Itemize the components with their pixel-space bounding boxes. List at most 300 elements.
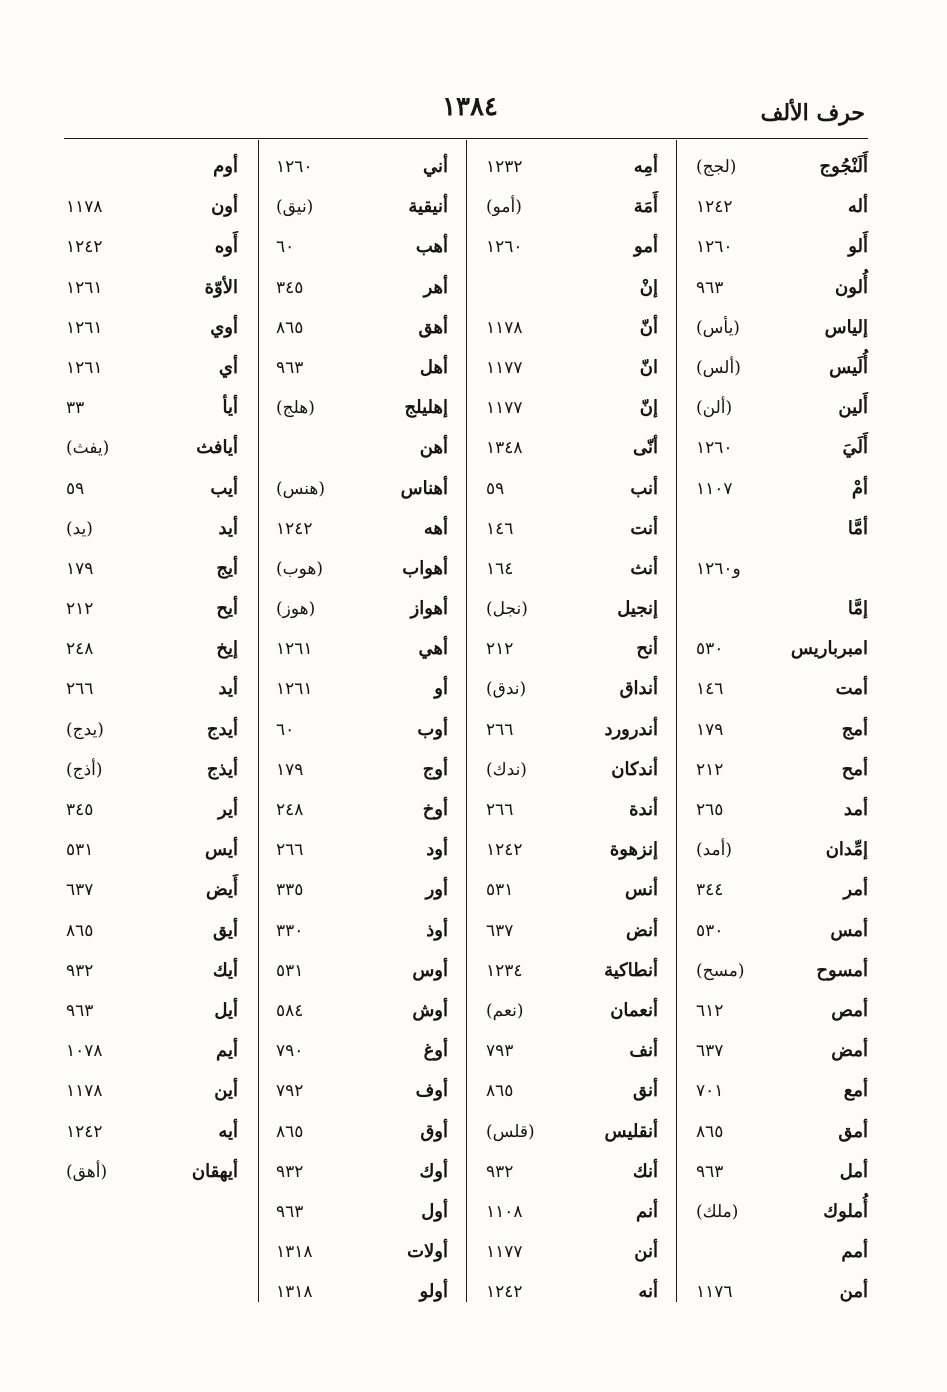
entry-reference: (أمو): [486, 197, 522, 218]
page-header-title: حرف الألف: [760, 100, 865, 126]
entry-reference: ٩٣٢: [486, 1161, 514, 1182]
index-entry: [696, 509, 868, 549]
index-entry: [66, 1031, 238, 1071]
entry-reference: ٢٤٨: [276, 800, 304, 820]
column-divider: [258, 140, 259, 1302]
entry-word: أمع: [843, 1080, 868, 1102]
entry-reference: ٦٣٧: [696, 1041, 724, 1062]
index-entry: [276, 589, 448, 629]
entry-reference: (نيق): [276, 197, 314, 218]
column-divider: [676, 140, 677, 1302]
index-entry: [696, 951, 868, 991]
entry-word: أنقليس: [604, 1120, 658, 1142]
entry-word: الأوّة: [204, 276, 238, 298]
entry-reference: ٨٦٥: [276, 1121, 304, 1142]
entry-word: أمم: [841, 1241, 868, 1263]
index-entry: [276, 1112, 448, 1152]
index-entry: [486, 1112, 658, 1152]
entry-reference: (نعم): [486, 1000, 524, 1021]
entry-word: إنجيل: [617, 598, 658, 620]
index-entry: [696, 147, 868, 187]
entry-reference: ٨٦٥: [696, 1121, 724, 1142]
index-entry: [66, 509, 238, 549]
entry-reference: ١١٠٧: [696, 478, 733, 499]
entry-word: أوي: [210, 316, 238, 338]
entry-reference: ١٢٦١: [66, 357, 103, 378]
entry-word: أَلين: [838, 397, 868, 419]
entry-word: أَوه: [214, 236, 238, 258]
entry-word: أيج: [216, 557, 238, 579]
index-entry: [66, 669, 238, 709]
entry-reference: ١١٧٧: [486, 398, 523, 419]
index-entry: [486, 951, 658, 991]
index-entry: [66, 428, 238, 468]
index-entry: [696, 911, 868, 951]
entry-word: أوغ: [423, 1040, 448, 1062]
entry-word: إهليلج: [404, 397, 448, 419]
entry-reference: ١١٧٨: [66, 1081, 103, 1102]
index-entry: [276, 991, 448, 1031]
index-entry: [276, 669, 448, 709]
index-entry: [276, 1232, 448, 1272]
index-entry: [696, 348, 868, 388]
entry-word: أوم: [213, 156, 238, 177]
entry-reference: ١١٠٨: [486, 1201, 523, 1222]
entry-word: أو: [434, 678, 448, 700]
index-entry: [276, 710, 448, 750]
entry-reference: ١٤٦: [486, 518, 514, 539]
entry-reference: ١٢٦١: [66, 317, 103, 338]
entry-word: أنح: [636, 638, 658, 660]
entry-word: أنض: [625, 919, 658, 941]
entry-word: إمَّا: [847, 598, 868, 620]
index-entry: [66, 268, 238, 308]
index-entry: [696, 308, 868, 348]
entry-reference: (أذج): [66, 759, 103, 780]
index-entry: [486, 268, 658, 308]
entry-reference: (يد): [66, 518, 93, 539]
entry-reference: ١٠٧٨: [66, 1041, 103, 1062]
entry-word: أني: [422, 156, 448, 177]
entry-word: أمج: [841, 718, 868, 740]
entry-word: أنق: [632, 1080, 658, 1102]
index-entry: [66, 790, 238, 830]
entry-word: أنداق: [619, 678, 658, 700]
entry-word: أنعمان: [610, 999, 658, 1021]
entry-word: أمت: [835, 678, 868, 700]
entry-reference: ١٢٤٢: [486, 1282, 523, 1303]
index-entry: [696, 227, 868, 267]
index-entry: [696, 1071, 868, 1111]
entry-reference: (هلج): [276, 398, 315, 419]
entry-reference: ١٢٣٢: [486, 157, 523, 177]
index-entry: [486, 147, 658, 187]
index-entry: [276, 951, 448, 991]
index-entry: [486, 710, 658, 750]
index-entry: [486, 1272, 658, 1312]
index-entry: [66, 388, 238, 428]
entry-word: أهواب: [402, 557, 448, 579]
entry-word: أيح: [216, 598, 238, 620]
entry-reference: ١٢٤٢: [276, 518, 313, 539]
entry-word: إلياس: [824, 316, 868, 338]
entry-reference: ٣٤٥: [276, 277, 304, 298]
entry-word: أنت: [630, 517, 658, 539]
index-entry: [486, 870, 658, 910]
index-entry: [696, 870, 868, 910]
entry-word: أيس: [205, 839, 238, 861]
entry-word: أيل: [214, 999, 238, 1021]
entry-word: إنزهوة: [609, 839, 658, 861]
entry-reference: ٣٤٤: [696, 880, 724, 901]
entry-reference: ١٢٤٢: [66, 1121, 103, 1142]
index-entry: [276, 187, 448, 227]
entry-reference: ٥٣١: [276, 960, 304, 981]
index-entry: [276, 1272, 448, 1312]
entry-reference: (هنس): [276, 478, 326, 499]
entry-word: أوب: [417, 718, 448, 740]
index-entry: [486, 469, 658, 509]
entry-word: أنك: [632, 1160, 658, 1182]
entry-reference: ٣٣٠: [276, 920, 304, 941]
entry-word: أنطاكية: [604, 959, 658, 981]
entry-reference: ٩٦٣: [696, 277, 724, 298]
entry-reference: (هوب): [276, 558, 324, 579]
index-entry: [486, 428, 658, 468]
entry-reference: (ألس): [696, 357, 741, 378]
entry-word: أمل: [839, 1160, 868, 1182]
entry-word: أيك: [212, 959, 238, 981]
index-entry: [486, 348, 658, 388]
entry-word: أُلَيس: [829, 356, 868, 378]
index-entry: [276, 147, 448, 187]
index-entry: [696, 1112, 868, 1152]
entry-reference: ٨٦٥: [276, 317, 304, 338]
entry-reference: ١٢٦١: [66, 277, 103, 298]
index-entry: [696, 790, 868, 830]
entry-word: أمسوح: [816, 959, 868, 981]
entry-reference: (هوز): [276, 599, 316, 620]
entry-word: أهق: [418, 316, 448, 338]
entry-word: أُلون: [834, 276, 868, 298]
entry-reference: ١٧٩: [276, 759, 304, 780]
index-entry: [66, 629, 238, 669]
entry-word: أمح: [841, 758, 868, 780]
entry-word: أهه: [423, 517, 448, 539]
entry-word: أهر: [423, 276, 448, 298]
index-entry: [276, 549, 448, 589]
entry-reference: ٥٩: [66, 478, 85, 499]
index-entry: [276, 830, 448, 870]
entry-word: أنّ: [639, 316, 658, 338]
entry-word: أوش: [412, 999, 448, 1021]
entry-word: أير: [218, 799, 238, 820]
index-entry: [276, 750, 448, 790]
index-entry: [276, 1031, 448, 1071]
entry-word: أمض: [831, 1040, 868, 1062]
index-entry: [66, 589, 238, 629]
entry-reference: ١٤٦: [696, 679, 724, 700]
index-entry: [696, 669, 868, 709]
entry-reference: ٢٦٦: [486, 719, 514, 740]
entry-word: أود: [426, 839, 448, 861]
entry-reference: ٦١٢: [696, 1000, 724, 1021]
entry-reference: (قلس): [486, 1121, 535, 1142]
entry-reference: ٣٣: [66, 398, 85, 419]
index-entry: [276, 227, 448, 267]
entry-reference: (مسح): [696, 960, 745, 981]
entry-reference: ٢٦٦: [486, 800, 514, 820]
entry-word: أنب: [630, 477, 658, 499]
index-entry: [276, 388, 448, 428]
index-entry: [696, 710, 868, 750]
entry-word: أمر: [843, 879, 868, 901]
index-entry: [696, 991, 868, 1031]
entry-word: أهل: [419, 356, 448, 378]
index-entry: [486, 1071, 658, 1111]
entry-word: أمْ: [851, 477, 868, 499]
entry-reference: ٩٦٣: [276, 357, 304, 378]
entry-word: أنن: [634, 1241, 658, 1263]
entry-word: أهواز: [410, 598, 448, 620]
entry-word: أمس: [830, 919, 868, 941]
index-entry: [66, 348, 238, 388]
index-entry: [486, 629, 658, 669]
index-entry: [276, 911, 448, 951]
index-entry: [696, 629, 868, 669]
entry-reference: ٩٦٣: [66, 1000, 94, 1021]
entry-word: أولو: [419, 1281, 448, 1303]
index-entry: [66, 1071, 238, 1111]
entry-word: أون: [211, 196, 238, 218]
entry-reference: ١٣١٨: [276, 1282, 313, 1303]
index-entry: [486, 308, 658, 348]
entry-reference: ١٧٩: [66, 558, 94, 579]
index-entry: [696, 549, 868, 589]
entry-word: أنف: [629, 1040, 658, 1062]
entry-word: أيب: [210, 477, 238, 499]
index-entry: [696, 830, 868, 870]
entry-reference: ٥٣١: [66, 840, 94, 861]
index-entry: [276, 308, 448, 348]
index-entry: [66, 951, 238, 991]
index-entry: [276, 469, 448, 509]
index-entry: [696, 428, 868, 468]
entry-reference: ١٢٤٢: [66, 237, 103, 258]
index-entry: [276, 629, 448, 669]
entry-word: أَلَيَ: [842, 437, 868, 459]
entry-word: إمِّدان: [825, 839, 868, 861]
index-entry: [696, 388, 868, 428]
entry-reference: ٢٦٥: [696, 800, 724, 820]
index-entry: [486, 750, 658, 790]
index-entry: [276, 268, 448, 308]
entry-word: إنّ: [639, 397, 658, 419]
entry-reference: ١٢٦١: [276, 639, 313, 660]
entry-reference: ١٣٤٨: [486, 438, 523, 459]
entry-reference: ١٢٦١: [276, 679, 313, 700]
entry-word: أولات: [407, 1241, 448, 1263]
index-entry: [486, 911, 658, 951]
entry-reference: (يدج): [66, 719, 104, 740]
entry-reference: (ألن): [696, 398, 733, 419]
entry-reference: ١٢٤٢: [696, 197, 733, 218]
entry-reference: ٩٣٢: [66, 960, 94, 981]
index-entry: [66, 870, 238, 910]
entry-word: أنه: [638, 1281, 658, 1303]
index-entry: [66, 227, 238, 267]
index-entry: [276, 1071, 448, 1111]
entry-word: أندرورد: [604, 718, 658, 740]
entry-word: أيم: [216, 1040, 238, 1062]
entry-reference: ٩٦٣: [276, 1201, 304, 1222]
index-entry: [486, 669, 658, 709]
index-entry: [66, 830, 238, 870]
entry-word: أله: [847, 196, 868, 218]
entry-reference: (لجج): [696, 157, 737, 177]
entry-word: أوس: [412, 959, 448, 981]
index-entry: [486, 388, 658, 428]
entry-word: أُملوك: [823, 1200, 868, 1222]
index-entry: [276, 1192, 448, 1232]
entry-reference: ٧٠١: [696, 1081, 724, 1102]
entry-word: أمص: [831, 999, 868, 1021]
entry-word: أيهقان: [191, 1160, 238, 1182]
entry-reference: ٧٩٣: [486, 1041, 514, 1062]
entry-reference: (ندك): [486, 759, 527, 780]
index-entry: [486, 1192, 658, 1232]
index-entry: [696, 1192, 868, 1232]
index-column-4: [66, 147, 238, 1192]
entry-reference: ٢١٢: [66, 599, 94, 620]
entry-reference: ١١٧٧: [486, 357, 523, 378]
entry-word: أنم: [636, 1200, 658, 1222]
index-entry: [486, 509, 658, 549]
entry-word: أيدج: [206, 718, 238, 740]
entry-word: أَمَة: [633, 196, 658, 218]
entry-reference: ١٢٦٠: [486, 237, 523, 258]
entry-word: أيد: [218, 678, 238, 700]
entry-reference: ٦٠: [276, 719, 295, 740]
index-entry: [276, 348, 448, 388]
entry-reference: ٣٤٥: [66, 800, 94, 820]
index-entry: [276, 509, 448, 549]
entry-word: أنّى: [632, 437, 658, 459]
index-entry: [276, 870, 448, 910]
index-entry: [696, 268, 868, 308]
index-entry: [486, 830, 658, 870]
entry-word: أين: [214, 1080, 238, 1102]
entry-reference: ١٢٤٢: [486, 840, 523, 861]
entry-word: أوك: [419, 1160, 448, 1182]
entry-word: أي: [218, 356, 238, 378]
entry-word: امبرباريس: [790, 638, 868, 660]
entry-word: أوج: [422, 758, 448, 780]
entry-reference: ١٢٦٠: [276, 157, 313, 177]
index-entry: [66, 308, 238, 348]
entry-reference: ١١٧٧: [486, 1242, 523, 1263]
index-entry: [696, 589, 868, 629]
entry-word: أنث: [630, 557, 658, 579]
entry-reference: ٥٨٤: [276, 1000, 304, 1021]
index-entry: [696, 750, 868, 790]
entry-reference: ٢٦٦: [66, 679, 94, 700]
index-column-1: [696, 147, 868, 1312]
entry-reference: ١١٧٦: [696, 1282, 733, 1303]
entry-reference: ٨٦٥: [486, 1081, 514, 1102]
entry-reference: ٥٣١: [486, 880, 514, 901]
entry-reference: ٧٩٠: [276, 1041, 304, 1062]
index-entry: [486, 227, 658, 267]
index-entry: [66, 187, 238, 227]
index-entry: [276, 428, 448, 468]
entry-reference: ١٢٦٠: [696, 237, 733, 258]
index-entry: [66, 147, 238, 187]
index-entry: [696, 469, 868, 509]
index-entry: [66, 710, 238, 750]
index-entry: [486, 589, 658, 629]
entry-word: أندكان: [611, 758, 658, 780]
header-rule: [64, 138, 868, 139]
entry-word: أمو: [634, 236, 658, 258]
entry-word: أَلو: [848, 236, 868, 258]
column-divider: [466, 140, 467, 1302]
index-entry: [486, 1031, 658, 1071]
entry-reference: ٢١٢: [486, 639, 514, 660]
entry-reference: ٦٣٧: [66, 880, 94, 901]
entry-word: أول: [421, 1200, 448, 1222]
entry-reference: (يفث): [66, 438, 110, 459]
index-entry: [486, 1232, 658, 1272]
entry-word: أمِه: [633, 156, 658, 177]
entry-reference: ٩٣٢: [276, 1161, 304, 1182]
index-entry: [66, 991, 238, 1031]
entry-word: أوذ: [426, 919, 448, 941]
index-entry: [66, 469, 238, 509]
entry-reference: ٢٦٦: [276, 840, 304, 861]
entry-reference: ١٢٦٠: [696, 438, 733, 459]
index-entry: [486, 549, 658, 589]
entry-reference: ١١٧٨: [486, 317, 523, 338]
entry-word: أوخ: [422, 799, 448, 820]
entry-word: أَيض: [205, 879, 238, 901]
entry-reference: و١٢٦٠: [696, 558, 741, 579]
entry-word: أَلَنْجُوج: [819, 156, 868, 177]
entry-word: أيق: [212, 919, 238, 941]
entry-reference: ٧٩٢: [276, 1081, 304, 1102]
entry-reference: (ملك): [696, 1201, 739, 1222]
entry-word: أهناس: [400, 477, 448, 499]
entry-reference: ٦٣٧: [486, 920, 514, 941]
entry-word: أيافث: [196, 437, 238, 459]
entry-reference: (أهق): [66, 1161, 108, 1182]
entry-word: أندة: [629, 799, 658, 820]
index-entry: [66, 750, 238, 790]
entry-word: أيذج: [206, 758, 238, 780]
index-entry: [66, 1152, 238, 1192]
entry-reference: ٥٣٠: [696, 920, 724, 941]
entry-reference: ٩٦٣: [696, 1161, 724, 1182]
index-entry: [276, 1152, 448, 1192]
index-entry: [66, 911, 238, 951]
index-column-2: [486, 147, 658, 1312]
index-entry: [486, 187, 658, 227]
entry-word: أمَّا: [847, 517, 868, 539]
index-entry: [696, 1272, 868, 1312]
entry-word: أوق: [420, 1120, 448, 1142]
entry-word: أيأ: [222, 397, 238, 419]
entry-reference: (ندق): [486, 679, 527, 700]
